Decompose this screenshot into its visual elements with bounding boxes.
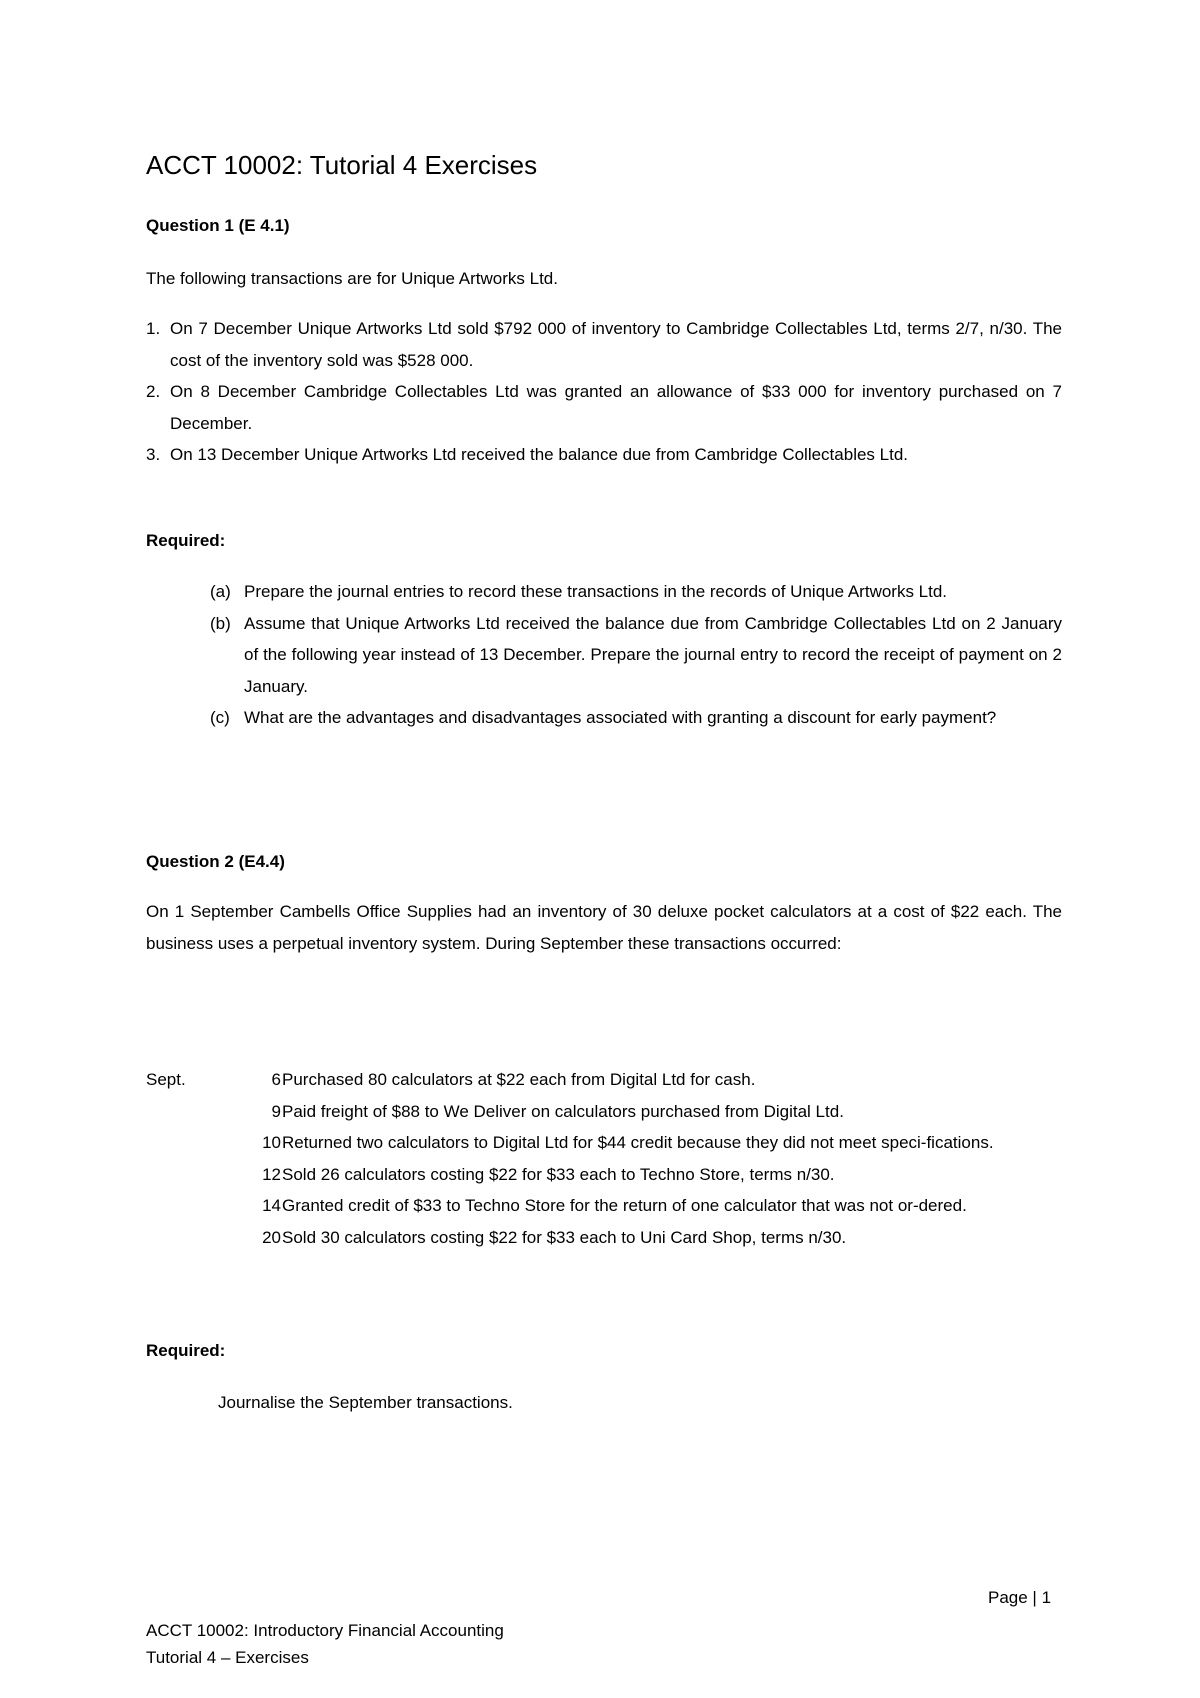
list-item-number: 3. (146, 445, 161, 464)
list-item-text: What are the advantages and disadvantages associated with granting a discount for early payment? (244, 708, 997, 727)
list-item-text: Assume that Unique Artworks Ltd received the balance due from Cambridge Collectables Ltd on 2 January of the following year instead of 13 December. Prepare the journal entry to record the receipt of payment on 2 January. (244, 613, 1062, 696)
list-item-letter: (c) (210, 708, 230, 727)
list-item (210, 576, 1062, 608)
list-item (146, 439, 1062, 471)
schedule-day: 9 (271, 1101, 281, 1121)
question-1-transaction-list (146, 313, 1062, 471)
schedule-description: Paid freight of $88 to We Deliver on calculators purchased from Digital Ltd. (282, 1101, 844, 1121)
page-number: Page | 1 (988, 1588, 1052, 1607)
schedule-description: Purchased 80 calculators at $22 each from Digital Ltd for cash. (282, 1070, 756, 1089)
question-2-intro: On 1 September Cambells Office Supplies had an inventory of 30 deluxe pocket calculators at a cost of $22 each. The business uses a perpetual inventory system. During September these transactions occurred: (146, 902, 1062, 953)
schedule-day: 12 (262, 1164, 281, 1184)
schedule-row (146, 1159, 1062, 1191)
list-item-letter: (a) (210, 582, 231, 601)
schedule-month: Sept. (146, 1070, 186, 1089)
schedule-description: Granted credit of $33 to Techno Store for the return of one calculator that was not or-dered. (282, 1196, 967, 1215)
question-2-heading: Question 2 (E4.4) (146, 852, 285, 871)
question-2-required-text: Journalise the September transactions. (218, 1393, 513, 1412)
schedule-day: 6 (271, 1070, 281, 1089)
schedule-description: Sold 26 calculators costing $22 for $33 each to Techno Store, terms n/30. (282, 1164, 835, 1184)
september-transaction-schedule (146, 1064, 1062, 1253)
footer-course-name: ACCT 10002: Introductory Financial Accounting (146, 1621, 504, 1640)
list-item-text: On 13 December Unique Artworks Ltd received the balance due from Cambridge Collectables Ltd. (170, 445, 908, 464)
question-2-required-label: Required: (146, 1341, 226, 1360)
schedule-row (146, 1064, 1062, 1096)
list-item-number: 2. (146, 382, 161, 401)
list-item-text: Prepare the journal entries to record these transactions in the records of Unique Artworks Ltd. (244, 582, 948, 601)
list-item-letter: (b) (210, 613, 231, 633)
list-item-number: 1. (146, 319, 161, 338)
question-1-intro: The following transactions are for Unique Artworks Ltd. (146, 269, 558, 288)
list-item (210, 702, 1062, 734)
schedule-row (146, 1127, 1062, 1159)
document-title: ACCT 10002: Tutorial 4 Exercises (146, 150, 538, 180)
list-item (146, 376, 1062, 439)
footer-tutorial-name: Tutorial 4 – Exercises (146, 1648, 309, 1667)
schedule-row (146, 1190, 1062, 1222)
schedule-row (146, 1096, 1062, 1128)
list-item (210, 608, 1062, 703)
schedule-day: 20 (262, 1227, 281, 1247)
list-item-text: On 8 December Cambridge Collectables Ltd was granted an allowance of $33 000 for inventory purchased on 7 December. (170, 382, 1062, 433)
question-1-required-list (210, 576, 1062, 734)
schedule-description: Sold 30 calculators costing $22 for $33 each to Uni Card Shop, terms n/30. (282, 1227, 847, 1247)
schedule-description: Returned two calculators to Digital Ltd for $44 credit because they did not meet speci-fications. (282, 1133, 994, 1152)
question-1-required-label: Required: (146, 531, 226, 550)
schedule-day: 10 (262, 1133, 281, 1152)
question-1-heading: Question 1 (E 4.1) (146, 216, 290, 235)
schedule-row (146, 1222, 1062, 1254)
schedule-day: 14 (262, 1196, 281, 1215)
list-item-text: On 7 December Unique Artworks Ltd sold $792 000 of inventory to Cambridge Collectables Ltd, terms 2/7, n/30. The cost of the inventory sold was $528 000. (170, 319, 1062, 370)
list-item (146, 313, 1062, 376)
